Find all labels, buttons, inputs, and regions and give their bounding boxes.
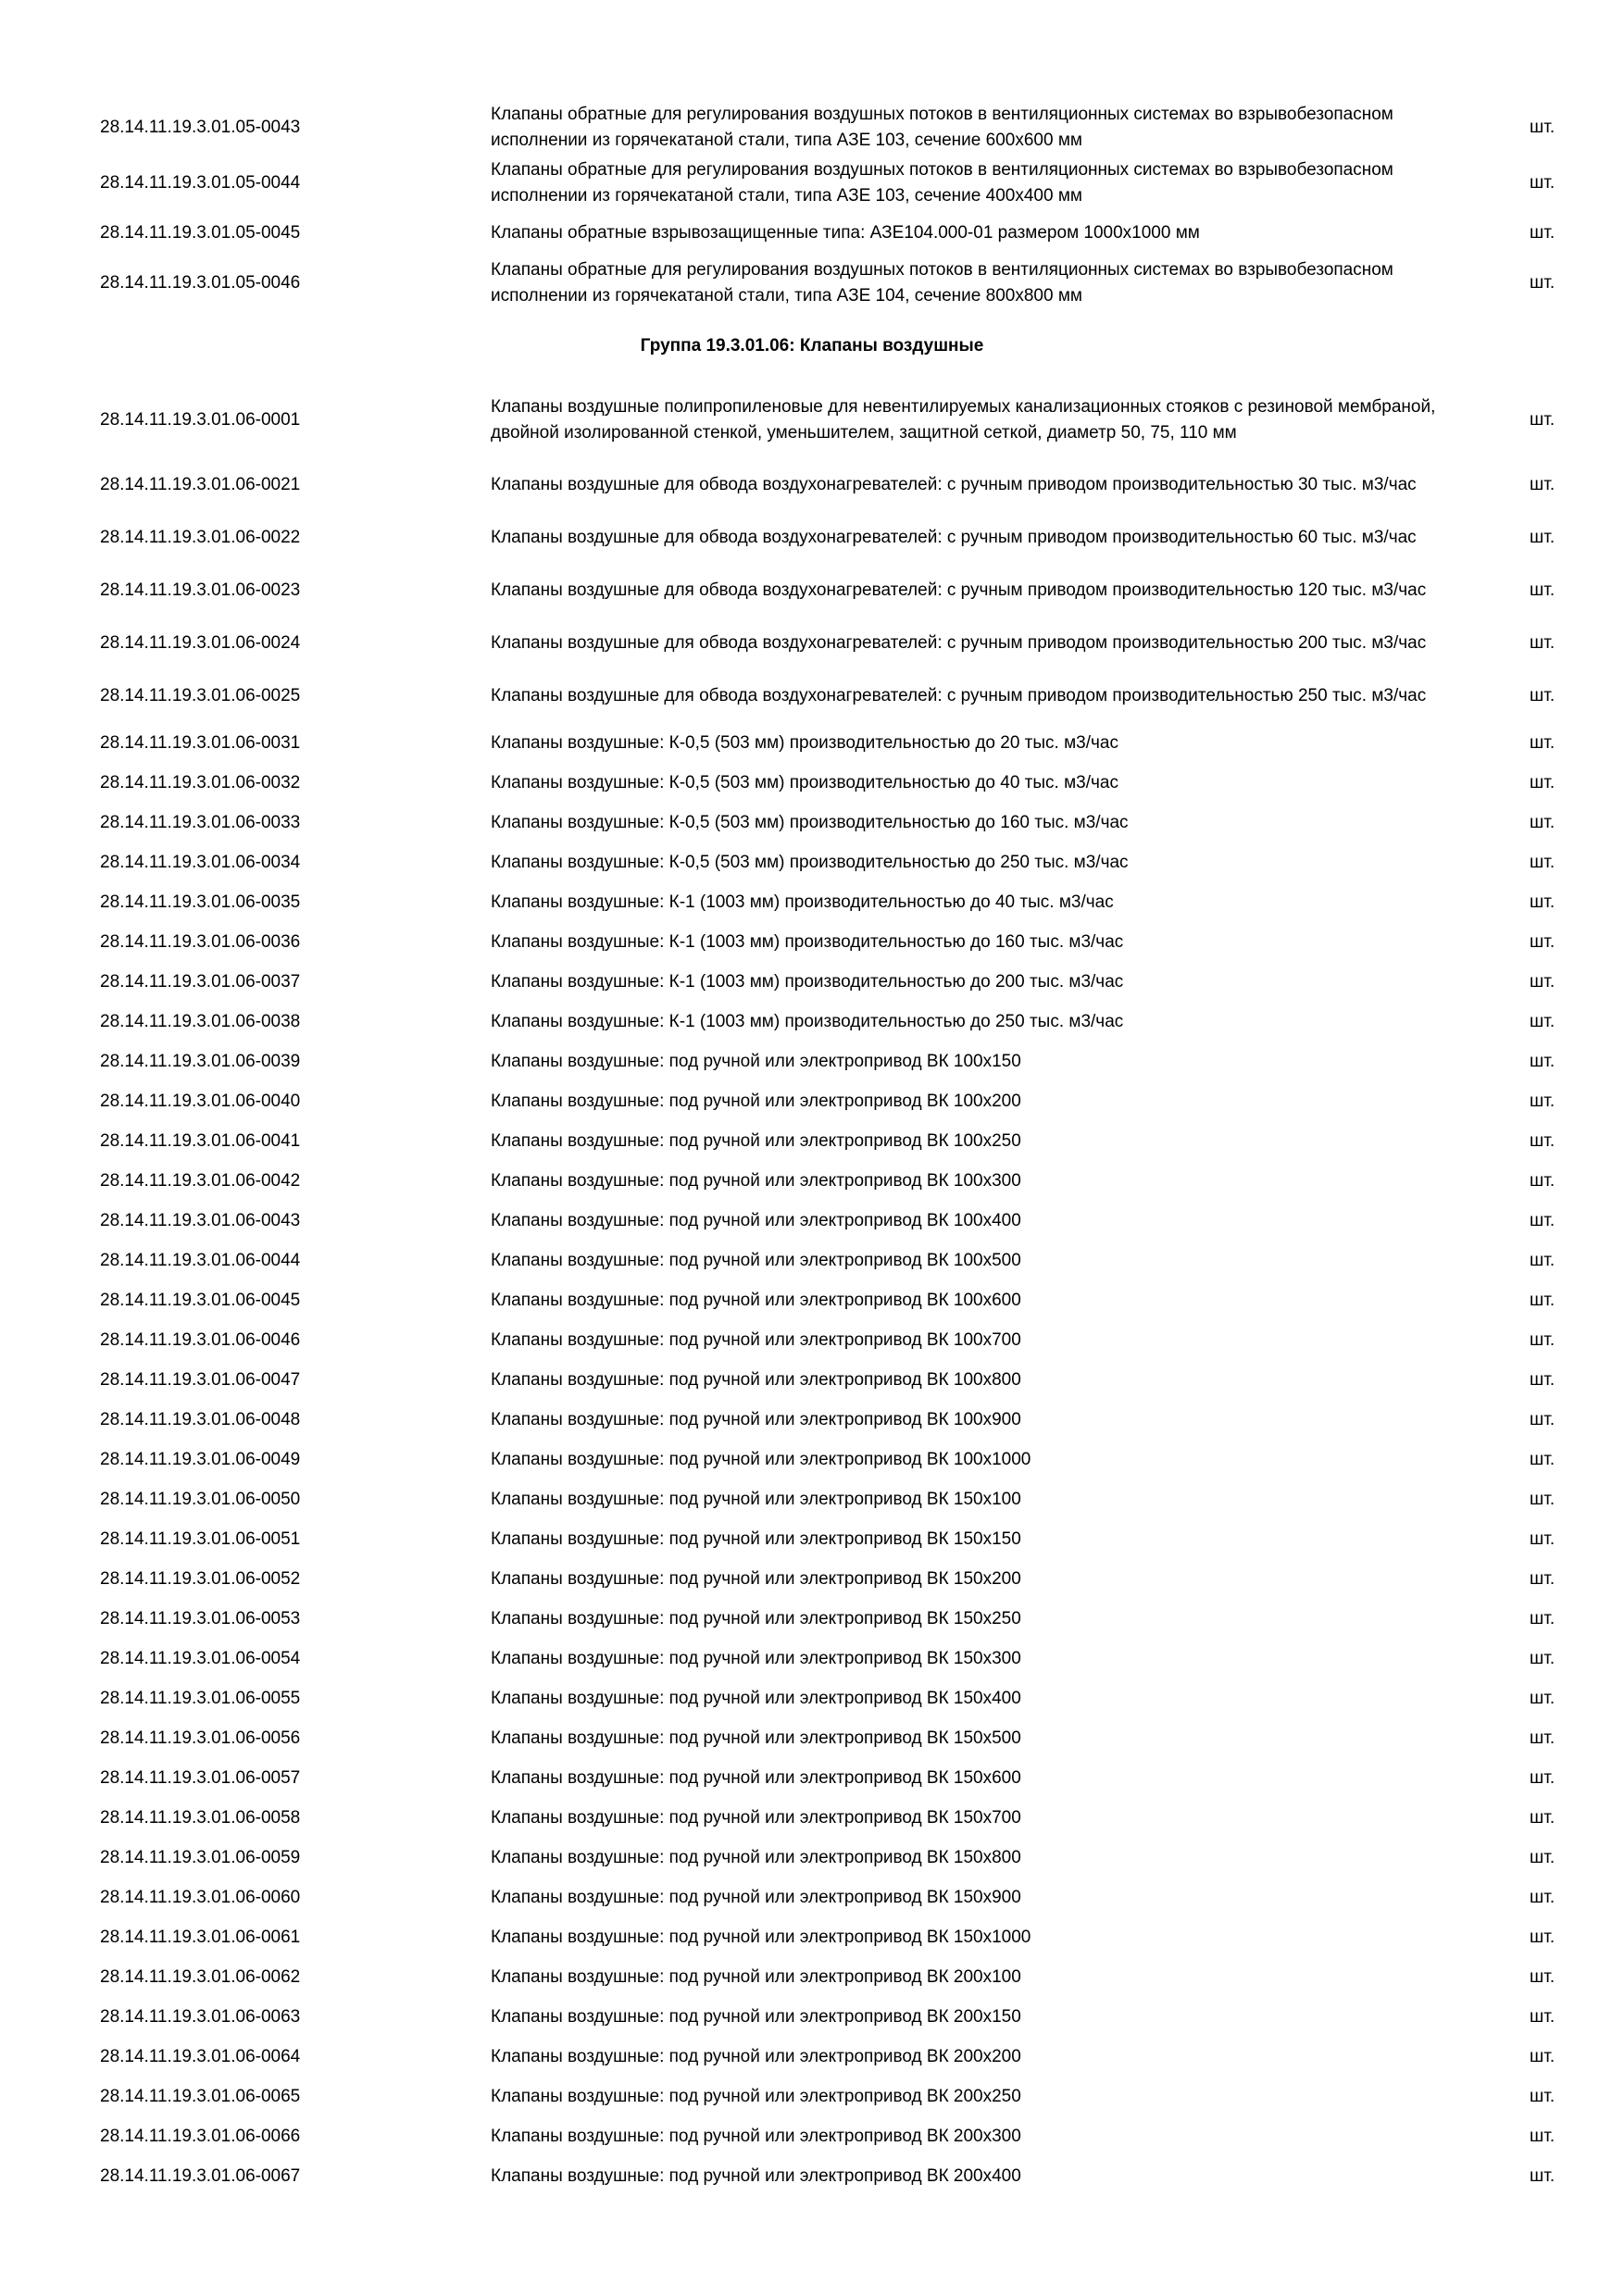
row-name: Клапаны воздушные: под ручной или электропривод ВК 150х250 xyxy=(491,1608,1021,1628)
row-name: Клапаны воздушные: К-0,5 (503 мм) производительностью до 160 тыс. м3/час xyxy=(491,812,1129,832)
row-code: 28.14.11.19.3.01.06-0058 xyxy=(100,1807,301,1828)
row-code: 28.14.11.19.3.01.06-0036 xyxy=(100,931,301,952)
row-unit: шт. xyxy=(1530,2046,1555,2066)
row-name: Клапаны воздушные: под ручной или электропривод ВК 100х700 xyxy=(491,1329,1021,1350)
row-name: Клапаны воздушные: под ручной или электропривод ВК 150х1000 xyxy=(491,1927,1031,1947)
row-code: 28.14.11.19.3.01.05-0043 xyxy=(100,117,301,137)
row-unit: шт. xyxy=(1530,2126,1555,2146)
row-unit: шт. xyxy=(1530,1369,1555,1390)
row-name: Клапаны воздушные: под ручной или электропривод ВК 100х500 xyxy=(491,1250,1021,1270)
row-code: 28.14.11.19.3.01.06-0053 xyxy=(100,1608,301,1628)
row-name: Клапаны воздушные для обвода воздухонагревателей: с ручным приводом производительностью 250 тыс. м3/час xyxy=(491,685,1427,705)
row-name: Клапаны воздушные: под ручной или электропривод ВК 150х700 xyxy=(491,1807,1021,1828)
row-unit: шт. xyxy=(1530,1210,1555,1230)
row-unit: шт. xyxy=(1530,1648,1555,1668)
row-unit: шт. xyxy=(1530,1966,1555,1987)
row-name: Клапаны воздушные: под ручной или электропривод ВК 200х300 xyxy=(491,2126,1021,2146)
row-code: 28.14.11.19.3.01.06-0051 xyxy=(100,1529,301,1549)
row-code: 28.14.11.19.3.01.06-0024 xyxy=(100,632,301,653)
row-code: 28.14.11.19.3.01.06-0052 xyxy=(100,1568,301,1589)
row-code: 28.14.11.19.3.01.06-0055 xyxy=(100,1688,301,1708)
row-code: 28.14.11.19.3.01.06-0034 xyxy=(100,852,301,872)
row-unit: шт. xyxy=(1530,1608,1555,1628)
row-code: 28.14.11.19.3.01.06-0063 xyxy=(100,2006,301,2027)
row-code: 28.14.11.19.3.01.06-0050 xyxy=(100,1489,301,1509)
row-unit: шт. xyxy=(1530,1847,1555,1867)
row-name: Клапаны воздушные: под ручной или электропривод ВК 100х1000 xyxy=(491,1449,1031,1469)
row-code: 28.14.11.19.3.01.06-0041 xyxy=(100,1130,301,1151)
row-code: 28.14.11.19.3.01.05-0046 xyxy=(100,272,301,293)
row-unit: шт. xyxy=(1530,1927,1555,1947)
row-unit: шт. xyxy=(1530,772,1555,792)
row-name: Клапаны воздушные для обвода воздухонагревателей: с ручным приводом производительностью 120 тыс. м3/час xyxy=(491,580,1427,600)
row-name: Клапаны воздушные: под ручной или электропривод ВК 100х800 xyxy=(491,1369,1021,1390)
row-code: 28.14.11.19.3.01.06-0064 xyxy=(100,2046,301,2066)
row-code: 28.14.11.19.3.01.06-0065 xyxy=(100,2086,301,2106)
row-name: Клапаны воздушные: под ручной или электропривод ВК 150х200 xyxy=(491,1568,1021,1589)
row-code: 28.14.11.19.3.01.06-0046 xyxy=(100,1329,301,1350)
row-name: Клапаны воздушные: под ручной или электропривод ВК 100х250 xyxy=(491,1130,1021,1151)
row-code: 28.14.11.19.3.01.06-0061 xyxy=(100,1927,301,1947)
row-name: Клапаны воздушные для обвода воздухонагревателей: с ручным приводом производительностью 60 тыс. м3/час xyxy=(491,527,1417,547)
row-unit: шт. xyxy=(1530,2165,1555,2186)
row-name: Клапаны воздушные: К-1 (1003 мм) производительностью до 200 тыс. м3/час xyxy=(491,971,1124,992)
row-code: 28.14.11.19.3.01.06-0042 xyxy=(100,1170,301,1191)
row-name: Клапаны воздушные: под ручной или электропривод ВК 100х600 xyxy=(491,1290,1021,1310)
row-name: Клапаны обратные для регулирования воздушных потоков в вентиляционных системах во взрывобезопасном исполнении из горячекатаной стали, типа АЗЕ 103, сечение 400х400 мм xyxy=(491,159,1393,206)
row-name: Клапаны воздушные: К-0,5 (503 мм) производительностью до 20 тыс. м3/час xyxy=(491,732,1118,753)
row-code: 28.14.11.19.3.01.06-0056 xyxy=(100,1728,301,1748)
row-unit: шт. xyxy=(1530,409,1555,430)
row-code: 28.14.11.19.3.01.06-0047 xyxy=(100,1369,301,1390)
row-unit: шт. xyxy=(1530,2086,1555,2106)
row-unit: шт. xyxy=(1530,1728,1555,1748)
row-unit: шт. xyxy=(1530,1170,1555,1191)
row-code: 28.14.11.19.3.01.06-0035 xyxy=(100,892,301,912)
row-unit: шт. xyxy=(1530,1449,1555,1469)
row-unit: шт. xyxy=(1530,222,1555,243)
row-unit: шт. xyxy=(1530,632,1555,653)
row-code: 28.14.11.19.3.01.06-0021 xyxy=(100,474,301,494)
row-unit: шт. xyxy=(1530,272,1555,293)
row-name: Клапаны воздушные: под ручной или электропривод ВК 150х500 xyxy=(491,1728,1021,1748)
row-name: Клапаны обратные взрывозащищенные типа: АЗЕ104.000-01 размером 1000х1000 мм xyxy=(491,222,1200,243)
row-name: Клапаны воздушные: под ручной или электропривод ВК 100х150 xyxy=(491,1051,1021,1071)
row-code: 28.14.11.19.3.01.05-0045 xyxy=(100,222,301,243)
row-unit: шт. xyxy=(1530,812,1555,832)
row-name: Клапаны воздушные полипропиленовые для невентилируемых канализационных стояков с резиновой мембраной, двойной изолированной стенкой, уменьшителем, защитной сеткой, диаметр 50, 75, 110 мм xyxy=(491,396,1436,443)
row-name: Клапаны обратные для регулирования воздушных потоков в вентиляционных системах во взрывобезопасном исполнении из горячекатаной стали, типа АЗЕ 104, сечение 800х800 мм xyxy=(491,259,1393,306)
row-code: 28.14.11.19.3.01.06-0045 xyxy=(100,1290,301,1310)
row-unit: шт. xyxy=(1530,1529,1555,1549)
row-code: 28.14.11.19.3.01.06-0039 xyxy=(100,1051,301,1071)
row-unit: шт. xyxy=(1530,117,1555,137)
row-code: 28.14.11.19.3.01.06-0023 xyxy=(100,580,301,600)
row-unit: шт. xyxy=(1530,172,1555,193)
row-unit: шт. xyxy=(1530,580,1555,600)
row-code: 28.14.11.19.3.01.06-0048 xyxy=(100,1409,301,1429)
row-unit: шт. xyxy=(1530,1011,1555,1031)
row-name: Клапаны воздушные: под ручной или электропривод ВК 100х900 xyxy=(491,1409,1021,1429)
row-code: 28.14.11.19.3.01.06-0037 xyxy=(100,971,301,992)
row-code: 28.14.11.19.3.01.05-0044 xyxy=(100,172,301,193)
row-unit: шт. xyxy=(1530,1767,1555,1788)
row-code: 28.14.11.19.3.01.06-0031 xyxy=(100,732,301,753)
row-code: 28.14.11.19.3.01.06-0032 xyxy=(100,772,301,792)
row-code: 28.14.11.19.3.01.06-0022 xyxy=(100,527,301,547)
row-name: Клапаны воздушные: К-1 (1003 мм) производительностью до 250 тыс. м3/час xyxy=(491,1011,1124,1031)
row-unit: шт. xyxy=(1530,1051,1555,1071)
row-name: Клапаны воздушные: под ручной или электропривод ВК 200х100 xyxy=(491,1966,1021,1987)
row-name: Клапаны воздушные: под ручной или электропривод ВК 200х250 xyxy=(491,2086,1021,2106)
row-name: Клапаны обратные для регулирования воздушных потоков в вентиляционных системах во взрывобезопасном исполнении из горячекатаной стали, типа АЗЕ 103, сечение 600х600 мм xyxy=(491,104,1393,150)
row-unit: шт. xyxy=(1530,527,1555,547)
row-name: Клапаны воздушные: под ручной или электропривод ВК 200х150 xyxy=(491,2006,1021,2027)
row-name: Клапаны воздушные: под ручной или электропривод ВК 150х600 xyxy=(491,1767,1021,1788)
row-code: 28.14.11.19.3.01.06-0066 xyxy=(100,2126,301,2146)
row-unit: шт. xyxy=(1530,1807,1555,1828)
row-code: 28.14.11.19.3.01.06-0054 xyxy=(100,1648,301,1668)
row-name: Клапаны воздушные: под ручной или электропривод ВК 100х200 xyxy=(491,1091,1021,1111)
row-name: Клапаны воздушные: К-1 (1003 мм) производительностью до 160 тыс. м3/час xyxy=(491,931,1124,952)
row-name: Клапаны воздушные: К-1 (1003 мм) производительностью до 40 тыс. м3/час xyxy=(491,892,1114,912)
row-unit: шт. xyxy=(1530,852,1555,872)
row-code: 28.14.11.19.3.01.06-0038 xyxy=(100,1011,301,1031)
row-name: Клапаны воздушные: под ручной или электропривод ВК 150х900 xyxy=(491,1887,1021,1907)
row-unit: шт. xyxy=(1530,1887,1555,1907)
row-unit: шт. xyxy=(1530,1250,1555,1270)
row-name: Клапаны воздушные: под ручной или электропривод ВК 150х800 xyxy=(491,1847,1021,1867)
row-code: 28.14.11.19.3.01.06-0049 xyxy=(100,1449,301,1469)
row-code: 28.14.11.19.3.01.06-0067 xyxy=(100,2165,301,2186)
row-code: 28.14.11.19.3.01.06-0043 xyxy=(100,1210,301,1230)
group-title: Группа 19.3.01.06: Клапаны воздушные xyxy=(640,336,984,356)
row-name: Клапаны воздушные для обвода воздухонагревателей: с ручным приводом производительностью 200 тыс. м3/час xyxy=(491,632,1427,653)
row-code: 28.14.11.19.3.01.06-0025 xyxy=(100,685,301,705)
row-name: Клапаны воздушные: под ручной или электропривод ВК 200х200 xyxy=(491,2046,1021,2066)
row-unit: шт. xyxy=(1530,732,1555,753)
row-code: 28.14.11.19.3.01.06-0060 xyxy=(100,1887,301,1907)
row-code: 28.14.11.19.3.01.06-0057 xyxy=(100,1767,301,1788)
row-unit: шт. xyxy=(1530,474,1555,494)
row-unit: шт. xyxy=(1530,1290,1555,1310)
row-unit: шт. xyxy=(1530,685,1555,705)
row-unit: шт. xyxy=(1530,1091,1555,1111)
row-unit: шт. xyxy=(1530,1409,1555,1429)
row-unit: шт. xyxy=(1530,971,1555,992)
row-unit: шт. xyxy=(1530,1329,1555,1350)
row-code: 28.14.11.19.3.01.06-0033 xyxy=(100,812,301,832)
row-code: 28.14.11.19.3.01.06-0040 xyxy=(100,1091,301,1111)
row-unit: шт. xyxy=(1530,2006,1555,2027)
row-unit: шт. xyxy=(1530,1489,1555,1509)
row-unit: шт. xyxy=(1530,1130,1555,1151)
row-unit: шт. xyxy=(1530,931,1555,952)
row-code: 28.14.11.19.3.01.06-0059 xyxy=(100,1847,301,1867)
row-code: 28.14.11.19.3.01.06-0001 xyxy=(100,409,301,430)
row-name: Клапаны воздушные: К-0,5 (503 мм) производительностью до 250 тыс. м3/час xyxy=(491,852,1129,872)
row-name: Клапаны воздушные: под ручной или электропривод ВК 100х400 xyxy=(491,1210,1021,1230)
row-code: 28.14.11.19.3.01.06-0062 xyxy=(100,1966,301,1987)
row-code: 28.14.11.19.3.01.06-0044 xyxy=(100,1250,301,1270)
row-unit: шт. xyxy=(1530,892,1555,912)
row-unit: шт. xyxy=(1530,1688,1555,1708)
row-name: Клапаны воздушные: под ручной или электропривод ВК 200х400 xyxy=(491,2165,1021,2186)
row-name: Клапаны воздушные: К-0,5 (503 мм) производительностью до 40 тыс. м3/час xyxy=(491,772,1118,792)
row-unit: шт. xyxy=(1530,1568,1555,1589)
row-name: Клапаны воздушные: под ручной или электропривод ВК 100х300 xyxy=(491,1170,1021,1191)
row-name: Клапаны воздушные: под ручной или электропривод ВК 150х300 xyxy=(491,1648,1021,1668)
row-name: Клапаны воздушные: под ручной или электропривод ВК 150х150 xyxy=(491,1529,1021,1549)
row-name: Клапаны воздушные: под ручной или электропривод ВК 150х400 xyxy=(491,1688,1021,1708)
row-name: Клапаны воздушные для обвода воздухонагревателей: с ручным приводом производительностью 30 тыс. м3/час xyxy=(491,474,1417,494)
row-name: Клапаны воздушные: под ручной или электропривод ВК 150х100 xyxy=(491,1489,1021,1509)
